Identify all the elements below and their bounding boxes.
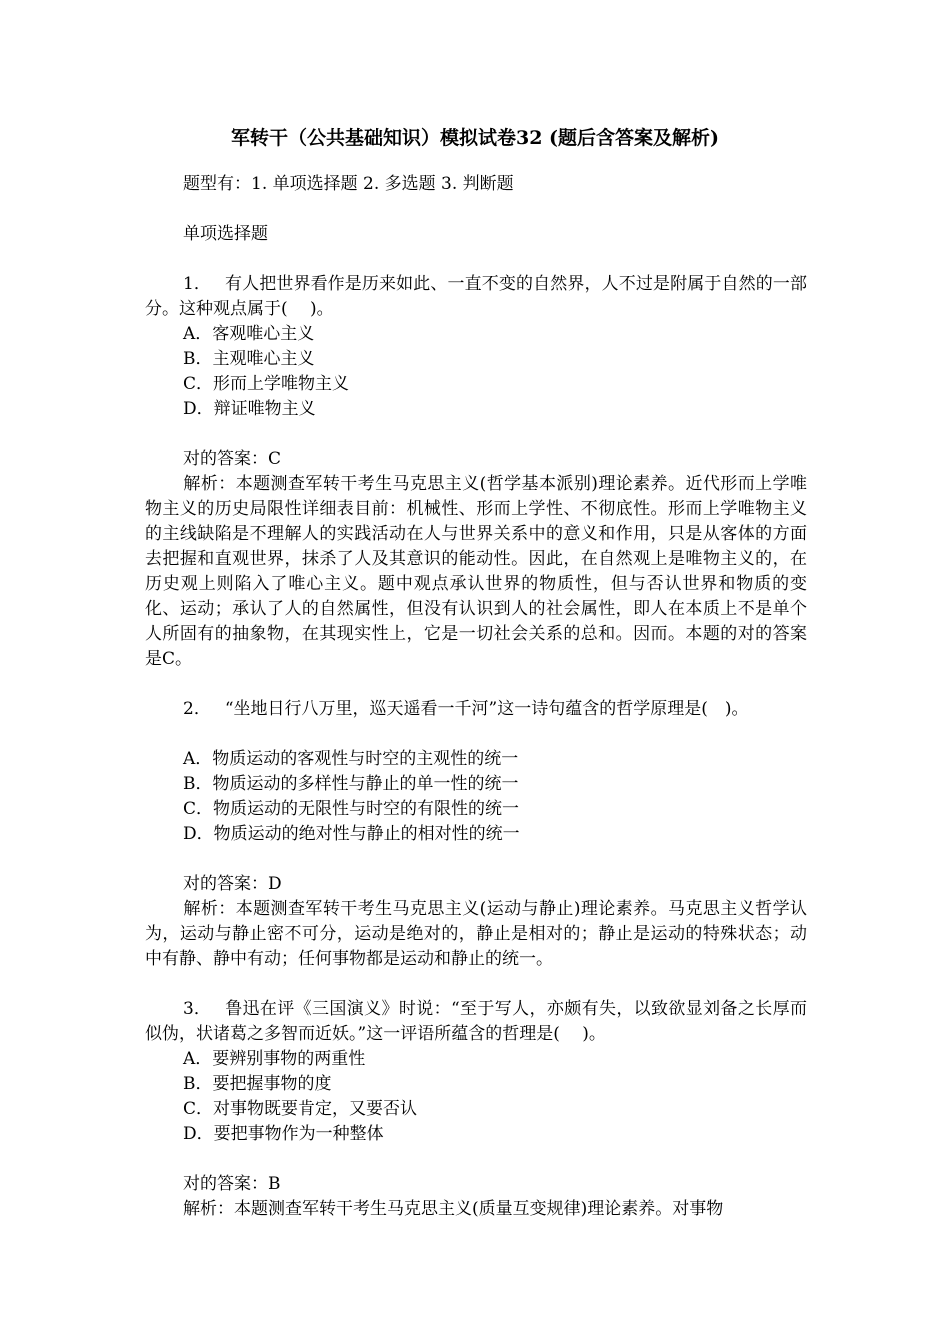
option-a: A．要辨别事物的两重性 bbox=[183, 1049, 366, 1069]
question-stem bbox=[145, 697, 807, 722]
question-stem bbox=[145, 272, 807, 322]
option-c: C．对事物既要肯定，又要否认 bbox=[183, 1099, 418, 1119]
option-a: A．客观唯心主义 bbox=[183, 324, 315, 344]
option-c: C．形而上学唯物主义 bbox=[183, 374, 350, 394]
question-number: 1． bbox=[183, 274, 211, 294]
question-text: 有人把世界看作是历来如此、一直不变的自然界，人不过是附属于自然的一部分。这种观点属于( )。 bbox=[145, 274, 807, 319]
option-d: D．辩证唯物主义 bbox=[183, 399, 316, 419]
option-b: B．物质运动的多样性与静止的单一性的统一 bbox=[183, 774, 519, 794]
analysis-content: 解析：本题测查军转干考生马克思主义(运动与静止)理论素养。马克思主义哲学认为，运动与静止密不可分，运动是绝对的，静止是相对的；静止是运动的特殊状态；动中有静、静中有动；任何事物都是运动和静止的统一。 bbox=[145, 899, 807, 969]
analysis-text bbox=[145, 1197, 807, 1222]
analysis-text bbox=[145, 472, 807, 672]
question-number: 3． bbox=[183, 999, 211, 1019]
answer-line: 对的答案：C bbox=[183, 449, 282, 469]
option-d: D．要把事物作为一种整体 bbox=[183, 1124, 384, 1144]
question-stem bbox=[145, 997, 807, 1047]
question-number: 2． bbox=[183, 699, 211, 719]
section-heading: 单项选择题 bbox=[183, 224, 268, 244]
question-types-line: 题型有：1. 单项选择题 2. 多选题 3. 判断题 bbox=[183, 174, 514, 194]
option-b: B．要把握事物的度 bbox=[183, 1074, 332, 1094]
answer-line: 对的答案：B bbox=[183, 1174, 281, 1194]
analysis-text bbox=[145, 897, 807, 972]
analysis-content: 解析：本题测查军转干考生马克思主义(哲学基本派别)理论素养。近代形而上学唯物主义的历史局限性详细表目前：机械性、形而上学性、不彻底性。形而上学唯物主义的主线缺陷是不理解人的实践活动在人与世界关系中的意义和作用，只是从客体的方面去把握和直观世界，抹杀了人及其意识的能动性。因此，在自然观上是唯物主义的，在历史观上则陷入了唯心主义。题中观点承认世界的物质性，但与否认世界和物质的变化、运动；承认了人的自然属性，但没有认识到人的社会属性，即人在本质上不是单个人所固有的抽象物，在其现实性上，它是一切社会关系的总和。因而。本题的对的答案是C。 bbox=[145, 474, 807, 669]
question-text: “坐地日行八万里，巡天遥看一千河”这一诗句蕴含的哲学原理是( )。 bbox=[224, 699, 749, 719]
option-b: B．主观唯心主义 bbox=[183, 349, 315, 369]
answer-line: 对的答案：D bbox=[183, 874, 282, 894]
option-d: D．物质运动的绝对性与静止的相对性的统一 bbox=[183, 824, 520, 844]
option-c: C．物质运动的无限性与时空的有限性的统一 bbox=[183, 799, 520, 819]
question-text: 鲁迅在评《三国演义》时说：“至于写人，亦颇有失，以致欲显刘备之长厚而似伪，状诸葛之多智而近妖。”这一评语所蕴含的哲理是( )。 bbox=[145, 999, 807, 1044]
analysis-content: 解析：本题测查军转干考生马克思主义(质量互变规律)理论素养。对事物 bbox=[183, 1199, 724, 1219]
option-a: A．物质运动的客观性与时空的主观性的统一 bbox=[183, 749, 519, 769]
page-title: 军转干（公共基础知识）模拟试卷32 (题后含答案及解析) bbox=[230, 127, 720, 149]
